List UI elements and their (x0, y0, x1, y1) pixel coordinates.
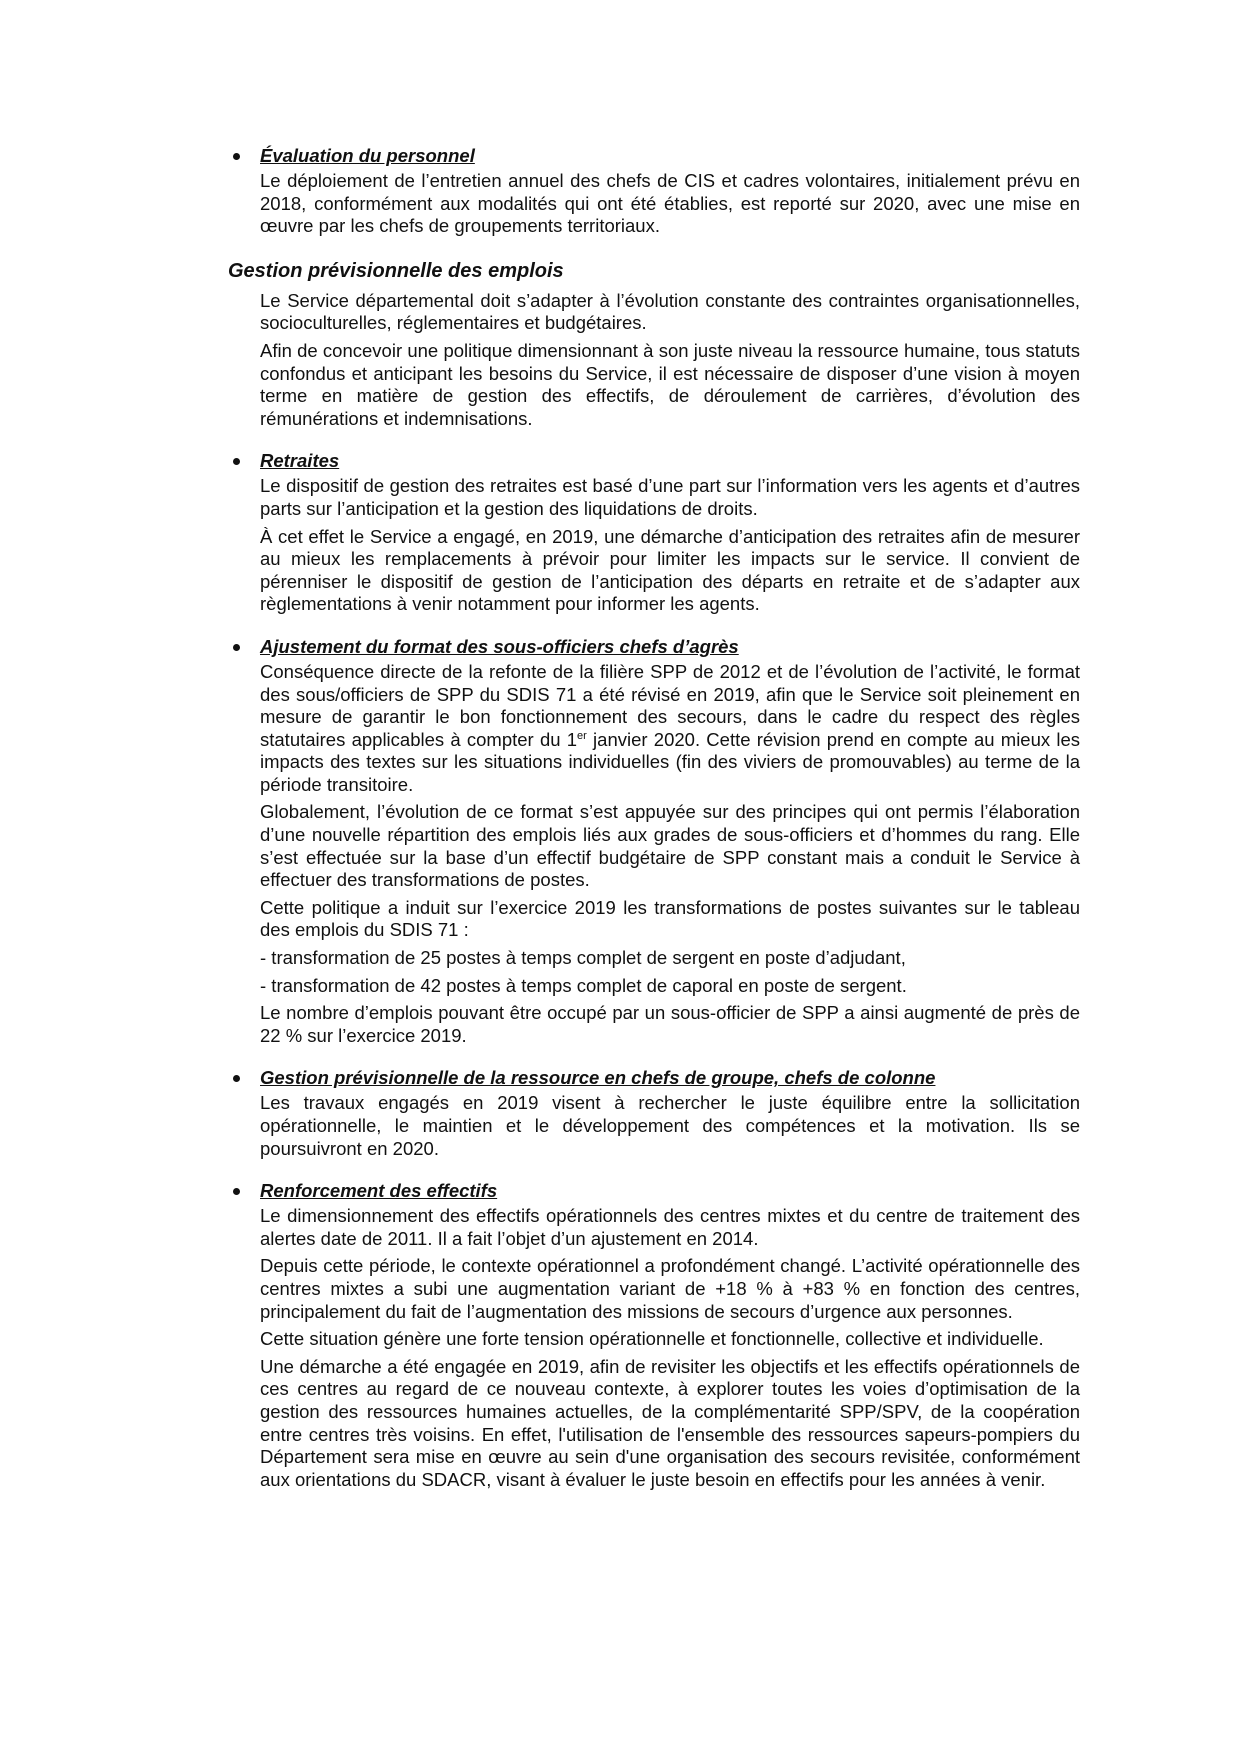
paragraph (260, 661, 1080, 797)
heading-renforcement (228, 1179, 1080, 1203)
document-body (228, 144, 1080, 1496)
heading-retraites-text: Retraites (260, 450, 340, 472)
heading-chefs-groupe (228, 1066, 1080, 1090)
list-item: - transformation de 25 postes à temps complet de sergent en poste d’adjudant, (260, 947, 906, 969)
bullet-icon (233, 458, 240, 465)
paragraph: Le Service départemental doit s’adapter à l’évolution constante des contraintes organisationnelles, socioculturelles, réglementaires et budgétaires. (260, 289, 1080, 334)
paragraph: Le déploiement de l’entretien annuel des chefs de CIS et cadres volontaires, initialement prévu en 2018, conformément aux modalités qui ont été établies, est reporté sur 2020, avec une mise en œuvre par les chefs de groupements territoriaux. (260, 170, 1080, 237)
bullet-icon (233, 153, 240, 160)
heading-renforcement-text: Renforcement des effectifs (260, 1180, 498, 1202)
paragraph: Le dispositif de gestion des retraites est basé d’une part sur l’information vers les agents et d’autres parts sur l’anticipation et la gestion des liquidations de droits. (260, 475, 1080, 519)
paragraph: Depuis cette période, le contexte opérationnel a profondément changé. L’activité opérationnelle des centres mixtes a subi une augmentation variant de +18 % à +83 % en fonction des centres, principalement du fait de l’augmentation des missions de secours d’urgence aux personnes. (260, 1255, 1080, 1322)
paragraph: Cette politique a induit sur l’exercice 2019 les transformations de postes suivantes sur le tableau des emplois du SDIS 71 : (260, 896, 1080, 941)
paragraph: À cet effet le Service a engagé, en 2019, une démarche d’anticipation des retraites afin de mesurer au mieux les remplacements à prévoir pour limiter les impacts sur le service. Il convient de pérenniser le dispositif de gestion de l’anticipation des départs en retraite et de s’adapter aux règlementations à venir notamment pour informer les agents. (260, 525, 1080, 615)
bullet-icon (233, 1075, 240, 1082)
bullet-icon (233, 644, 240, 651)
paragraph: Cette situation génère une forte tension opérationnelle et fonctionnelle, collective et individuelle. (260, 1328, 1044, 1350)
paragraph: Le dimensionnement des effectifs opérationnels des centres mixtes et du centre de traitement des alertes date de 2011. Il a fait l’objet d’un ajustement en 2014. (260, 1205, 1080, 1249)
heading-ajustement-text: Ajustement du format des sous-officiers chefs d’agrès (260, 635, 739, 657)
heading-evaluation-text: Évaluation du personnel (260, 145, 475, 166)
paragraph-part: Conséquence directe de la refonte de la filière SPP de 2012 et de l’évolution de l’activité, le format des sous/officiers de SPP du SDIS 71 a été révisé en 2019, afin que le Service soit pleinement en mesure de garantir le bon fonctionnement des secours, dans le cadre du respect des règles statutaires applicables à compter du 1 (260, 660, 1080, 750)
heading-ajustement (228, 635, 1080, 659)
heading-chefs-groupe-text: Gestion prévisionnelle de la ressource en chefs de groupe, chefs de colonne (260, 1067, 936, 1089)
heading-gestion-previsionnelle: Gestion prévisionnelle des emplois (228, 259, 564, 282)
paragraph: Une démarche a été engagée en 2019, afin de revisiter les objectifs et les effectifs opérationnels de ces centres au regard de ce nouveau contexte, à explorer toutes les voies d’optimisation de la gestion des ressources humaines actuelles, de la complémentarité SPP/SPV, de la coopération entre centres très voisins. En effet, l'utilisation de l'ensemble des ressources sapeurs-pompiers du Département sera mise en œuvre au sein d'une organisation des secours revisitée, conformément aux orientations du SDACR, visant à évaluer le juste besoin en effectifs pour les années à venir. (260, 1355, 1080, 1490)
heading-retraites (228, 449, 1080, 473)
paragraph: Afin de concevoir une politique dimensionnant à son juste niveau la ressource humaine, tous statuts confondus et anticipant les besoins du Service, il est nécessaire de disposer d’une vision à moyen terme en matière de gestion des effectifs, de déroulement de carrières, d’évolution des rémunérations et indemnisations. (260, 339, 1080, 429)
paragraph-part: janvier 2020. Cette révision prend en compte au mieux les impacts des textes sur les situations individuelles (fin des viviers de promouvables) au terme de la période transitoire. (260, 728, 1081, 795)
list-item: - transformation de 42 postes à temps complet de caporal en poste de sergent. (260, 974, 907, 996)
paragraph: Globalement, l’évolution de ce format s’est appuyée sur des principes qui ont permis l’élaboration d’une nouvelle répartition des emplois liés aux grades de sous-officiers et d’hommes du rang. Elle s’est effectuée sur la base d’un effectif budgétaire de SPP constant mais a conduit le Service à effectuer des transformations de postes. (260, 801, 1080, 891)
paragraph: Le nombre d’emplois pouvant être occupé par un sous-officier de SPP a ainsi augmenté de près de 22 % sur l’exercice 2019. (260, 1002, 1080, 1046)
paragraph: Les travaux engagés en 2019 visent à rechercher le juste équilibre entre la sollicitation opérationnelle, le maintien et le développement des compétences et la motivation. Ils se poursuivront en 2020. (260, 1092, 1080, 1159)
heading-evaluation (228, 144, 1080, 168)
superscript: er (577, 729, 587, 742)
bullet-icon (233, 1188, 240, 1195)
